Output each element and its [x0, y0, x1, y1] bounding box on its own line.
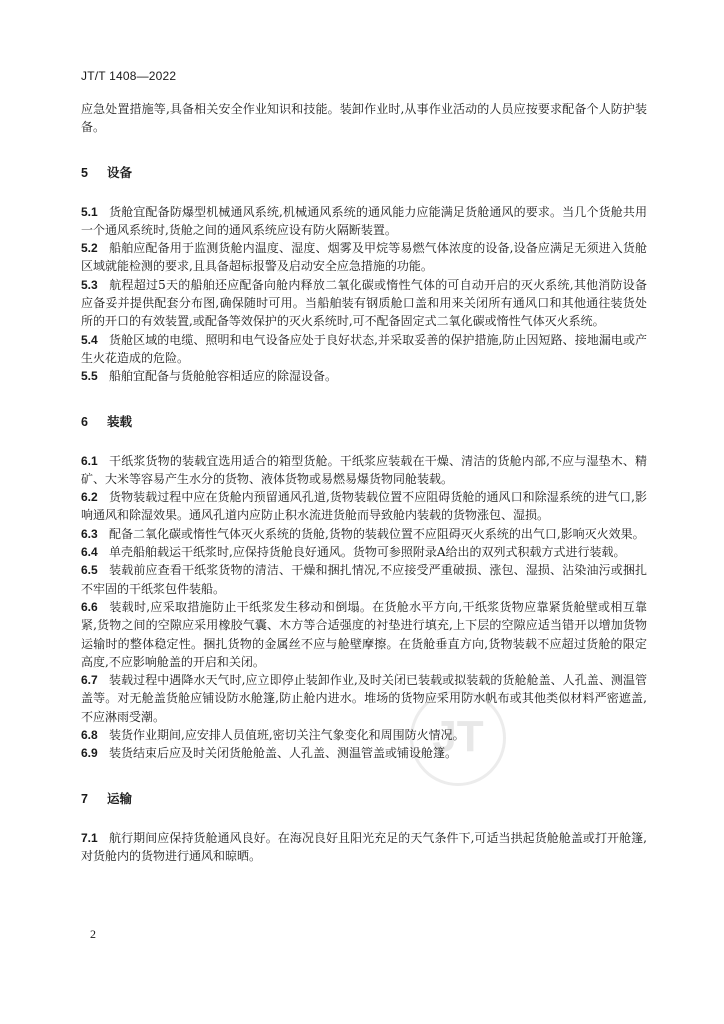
- section-heading: [81, 163, 647, 179]
- clause-number: 6.4: [81, 545, 98, 560]
- clause-text: 配备二氧化碳或惰性气体灭火系统的货舱,货物的装载位置不应阻碍灭火系统的出气口,影响灭火效果。: [109, 526, 645, 541]
- clause-number: 5.3: [81, 277, 98, 292]
- clause-number: 6.7: [81, 673, 98, 688]
- clause: [81, 367, 647, 385]
- clause-number: 6.3: [81, 526, 98, 541]
- clause-number: 7.1: [81, 830, 98, 845]
- clause: [81, 726, 647, 744]
- clause-text: 货舱宜配备防爆型机械通风系统,机械通风系统的通风能力应能满足货舱通风的要求。当几个货舱共用一个通风系统时,货舱之间的通风系统应设有防火隔断装置。: [81, 204, 647, 237]
- clause-text: 装货结束后应及时关闭货舱舱盖、人孔盖、测温管盖或铺设舱篷。: [109, 746, 458, 761]
- section-heading: [81, 412, 647, 428]
- document-body: [81, 100, 647, 865]
- clause-number: 6.9: [81, 746, 98, 761]
- clause: [81, 203, 647, 240]
- section-title: 装载: [107, 414, 133, 429]
- clause-number: 5.5: [81, 369, 98, 384]
- clause: [81, 488, 647, 525]
- clause-number: 6.2: [81, 490, 98, 505]
- clause: [81, 276, 647, 331]
- clause: [81, 525, 647, 543]
- section-title: 设备: [107, 165, 133, 180]
- clause: [81, 829, 647, 866]
- clause-number: 6.5: [81, 563, 98, 578]
- section-number: 7: [81, 791, 88, 806]
- clause-text: 装载前应查看干纸浆货物的清洁、干燥和捆扎情况,不应接受严重破损、涨包、湿损、沾染油污或捆扎不牢固的干纸浆包件装船。: [81, 563, 647, 596]
- clause-number: 6.8: [81, 728, 98, 743]
- watermark-logo: JT: [410, 690, 506, 786]
- intro-paragraph: 应急处置措施等,具备相关安全作业知识和技能。装卸作业时,从事作业活动的人员应按要求配备个人防护装备。: [81, 102, 647, 135]
- clause: [81, 598, 647, 671]
- clause-text: 单壳船舶载运干纸浆时,应保持货舱良好通风。货物可参照附录A给出的双列式积载方式进行装载。: [109, 545, 626, 560]
- clause-number: 6.1: [81, 453, 98, 468]
- clause: [81, 331, 647, 368]
- clause-number: 5.2: [81, 241, 98, 256]
- clause-text: 装载过程中遇降水天气时,应立即停止装卸作业,及时关闭已装载或拟装载的货舱舱盖、人孔盖、测温管盖等。对无舱盖货舱应铺设防水舱篷,防止舱内进水。堆场的货物应采用防水帆布或其他类似材料严密遮盖,不应淋雨受潮。: [81, 673, 647, 724]
- clause-text: 航程超过5天的船舶还应配备向舱内释放二氧化碳或惰性气体的可自动开启的灭火系统,其他消防设备应备妥并提供配套分布图,确保随时可用。当船舶装有钢质舱口盖和用来关闭所有通风口和其他通往装货处所的开口的有效装置,或配备等效保护的灭火系统时,可不配备固定式二氧化碳或惰性气体灭火系统。: [81, 277, 647, 329]
- section-heading: [81, 789, 647, 805]
- clause-text: 干纸浆货物的装载宜选用适合的箱型货舱。干纸浆应装载在干燥、清洁的货舱内部,不应与湿垫木、精矿、大米等容易产生水分的货物、液体货物或易燃易爆货物同舱装载。: [81, 453, 647, 486]
- clause-number: 5.1: [81, 204, 98, 219]
- clause-text: 货物装载过程中应在货舱内预留通风孔道,货物装载位置不应阻碍货舱的通风口和除湿系统的进气口,影响通风和除湿效果。通风孔道内应防止积水流进货舱而导致舱内装载的货物涨包、湿损。: [81, 490, 647, 523]
- section-number: 6: [81, 414, 88, 429]
- clause-text: 装载时,应采取措施防止干纸浆发生移动和倒塌。在货舱水平方向,干纸浆货物应靠紧货舱壁或相互靠紧,货物之间的空隙应采用橡胶气囊、木方等合适强度的衬垫进行填充,上下层的空隙应适当错开以增加货物运输时的整体稳定性。捆扎货物的金属丝不应与舱壁摩擦。在货舱垂直方向,货物装载不应超过货舱的限定高度,不应影响舱盖的开启和关闭。: [81, 599, 647, 669]
- clause: [81, 561, 647, 598]
- section-number: 5: [81, 165, 88, 180]
- clause: [81, 239, 647, 276]
- clause: [81, 543, 647, 561]
- clause-text: 货舱区域的电缆、照明和电气设备应处于良好状态,并采取妥善的保护措施,防止因短路、接地漏电或产生火花造成的危险。: [81, 332, 647, 365]
- clause-text: 航行期间应保持货舱通风良好。在海况良好且阳光充足的天气条件下,可适当拱起货舱舱盖或打开舱篷,对货舱内的货物进行通风和晾晒。: [81, 830, 647, 863]
- clause-text: 船舶应配备用于监测货舱内温度、湿度、烟雾及甲烷等易燃气体浓度的设备,设备应满足无须进入货舱区域就能检测的要求,且具备超标报警及启动安全应急措施的功能。: [81, 241, 647, 274]
- section-title: 运输: [107, 791, 133, 806]
- clause: [81, 744, 647, 762]
- clause-number: 6.6: [81, 599, 98, 614]
- clause: [81, 452, 647, 489]
- clause: [81, 671, 647, 726]
- clause-text: 装货作业期间,应安排人员值班,密切关注气象变化和周围防火情况。: [109, 728, 465, 743]
- standard-code: JT/T 1408—2022: [81, 69, 177, 83]
- page-number: 2: [90, 927, 96, 941]
- clause-number: 5.4: [81, 332, 98, 347]
- clause-text: 船舶宜配备与货舱舱容相适应的除湿设备。: [109, 369, 338, 384]
